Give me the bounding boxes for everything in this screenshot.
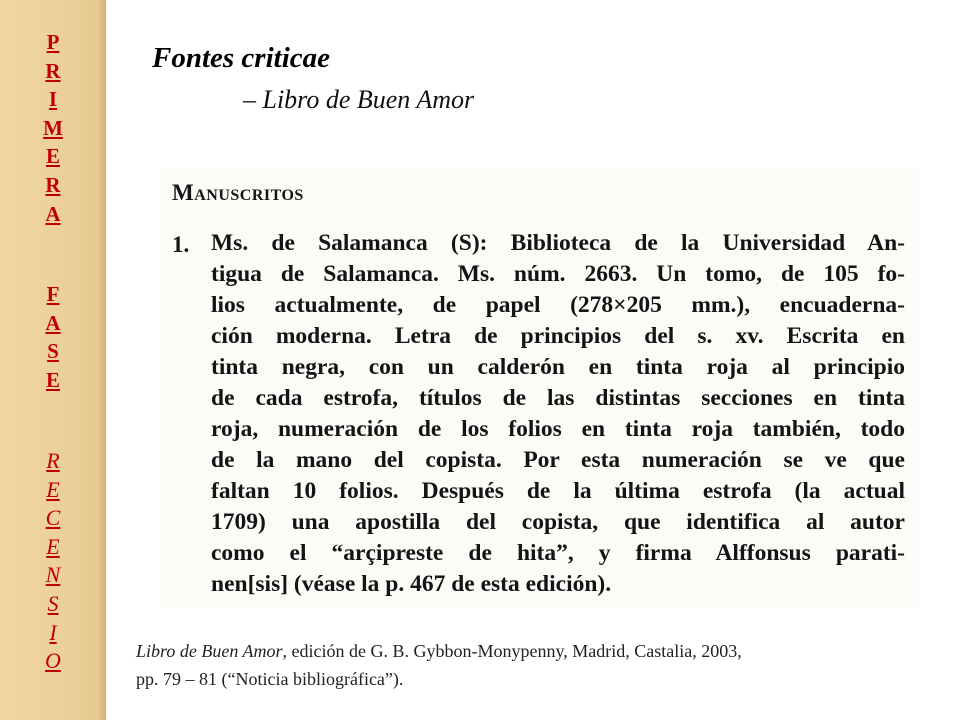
scanned-book-excerpt xyxy=(160,168,920,608)
vertical-letter: C xyxy=(45,505,61,531)
scan-line: de la mano del copista. Por esta numeración se ve que xyxy=(211,447,905,473)
vertical-letter: A xyxy=(45,310,61,335)
scan-line: 1709) una apostilla del copista, que identifica al autor xyxy=(211,509,905,535)
vertical-letter: R xyxy=(45,172,61,197)
vertical-letter: E xyxy=(45,367,60,392)
vertical-letter: E xyxy=(46,533,60,559)
vertical-letter: R xyxy=(46,448,60,473)
scan-line: Ms. de Salamanca (S): Biblioteca de la Universidad An- xyxy=(211,230,905,256)
vertical-letter: I xyxy=(49,619,57,645)
scan-line: como el “arçipreste de hita”, y firma Alffonsus parati- xyxy=(211,540,905,566)
citation-details: , edición de G. B. Gybbon-Monypenny, Madrid, Castalia, 2003, xyxy=(282,641,742,661)
vertical-letter: A xyxy=(45,201,61,226)
scan-line: faltan 10 folios. Después de la última estrofa (la actual xyxy=(211,478,905,504)
vertical-letter: S xyxy=(47,339,59,364)
scan-line: ción moderna. Letra de principios del s. xv. Escrita en xyxy=(211,323,905,349)
vertical-word-fase xyxy=(0,280,106,394)
slide-subtitle: – Libro de Buen Amor xyxy=(243,85,475,114)
vertical-letter: E xyxy=(45,144,60,169)
scan-line: tinta negra, con un calderón en tinta roja al principio xyxy=(211,354,905,380)
vertical-letter: E xyxy=(46,476,60,502)
slide-title: Fontes criticae xyxy=(152,42,331,74)
scan-heading: Manuscritos xyxy=(172,180,304,205)
citation-pages: pp. 79 – 81 (“Noticia bibliográfica”). xyxy=(136,669,404,689)
scan-line: nen[sis] (véase la p. 467 de esta edición). xyxy=(211,571,612,597)
scan-line: roja, numeración de los folios en tinta roja también, todo xyxy=(211,416,905,442)
scan-line: tigua de Salamanca. Ms. núm. 2663. Un tomo, de 105 fo- xyxy=(211,261,905,287)
vertical-letter: N xyxy=(45,562,61,588)
vertical-letter: S xyxy=(47,590,59,616)
scan-line: lios actualmente, de papel (278×205 mm.), encuaderna- xyxy=(211,292,905,318)
vertical-letter: F xyxy=(46,282,60,306)
vertical-letter: O xyxy=(45,648,61,674)
vertical-word-recensio xyxy=(0,447,106,676)
vertical-letter: I xyxy=(48,87,58,112)
vertical-letter: M xyxy=(43,115,63,140)
vertical-letter: R xyxy=(45,58,61,83)
item-number: 1. xyxy=(172,232,190,257)
citation-book-title: Libro de Buen Amor xyxy=(136,641,283,661)
vertical-letter: P xyxy=(46,30,60,54)
vertical-word-primera xyxy=(0,28,106,228)
scan-line: de cada estrofa, títulos de las distintas secciones en tinta xyxy=(211,385,905,411)
citation-caption xyxy=(136,637,926,693)
